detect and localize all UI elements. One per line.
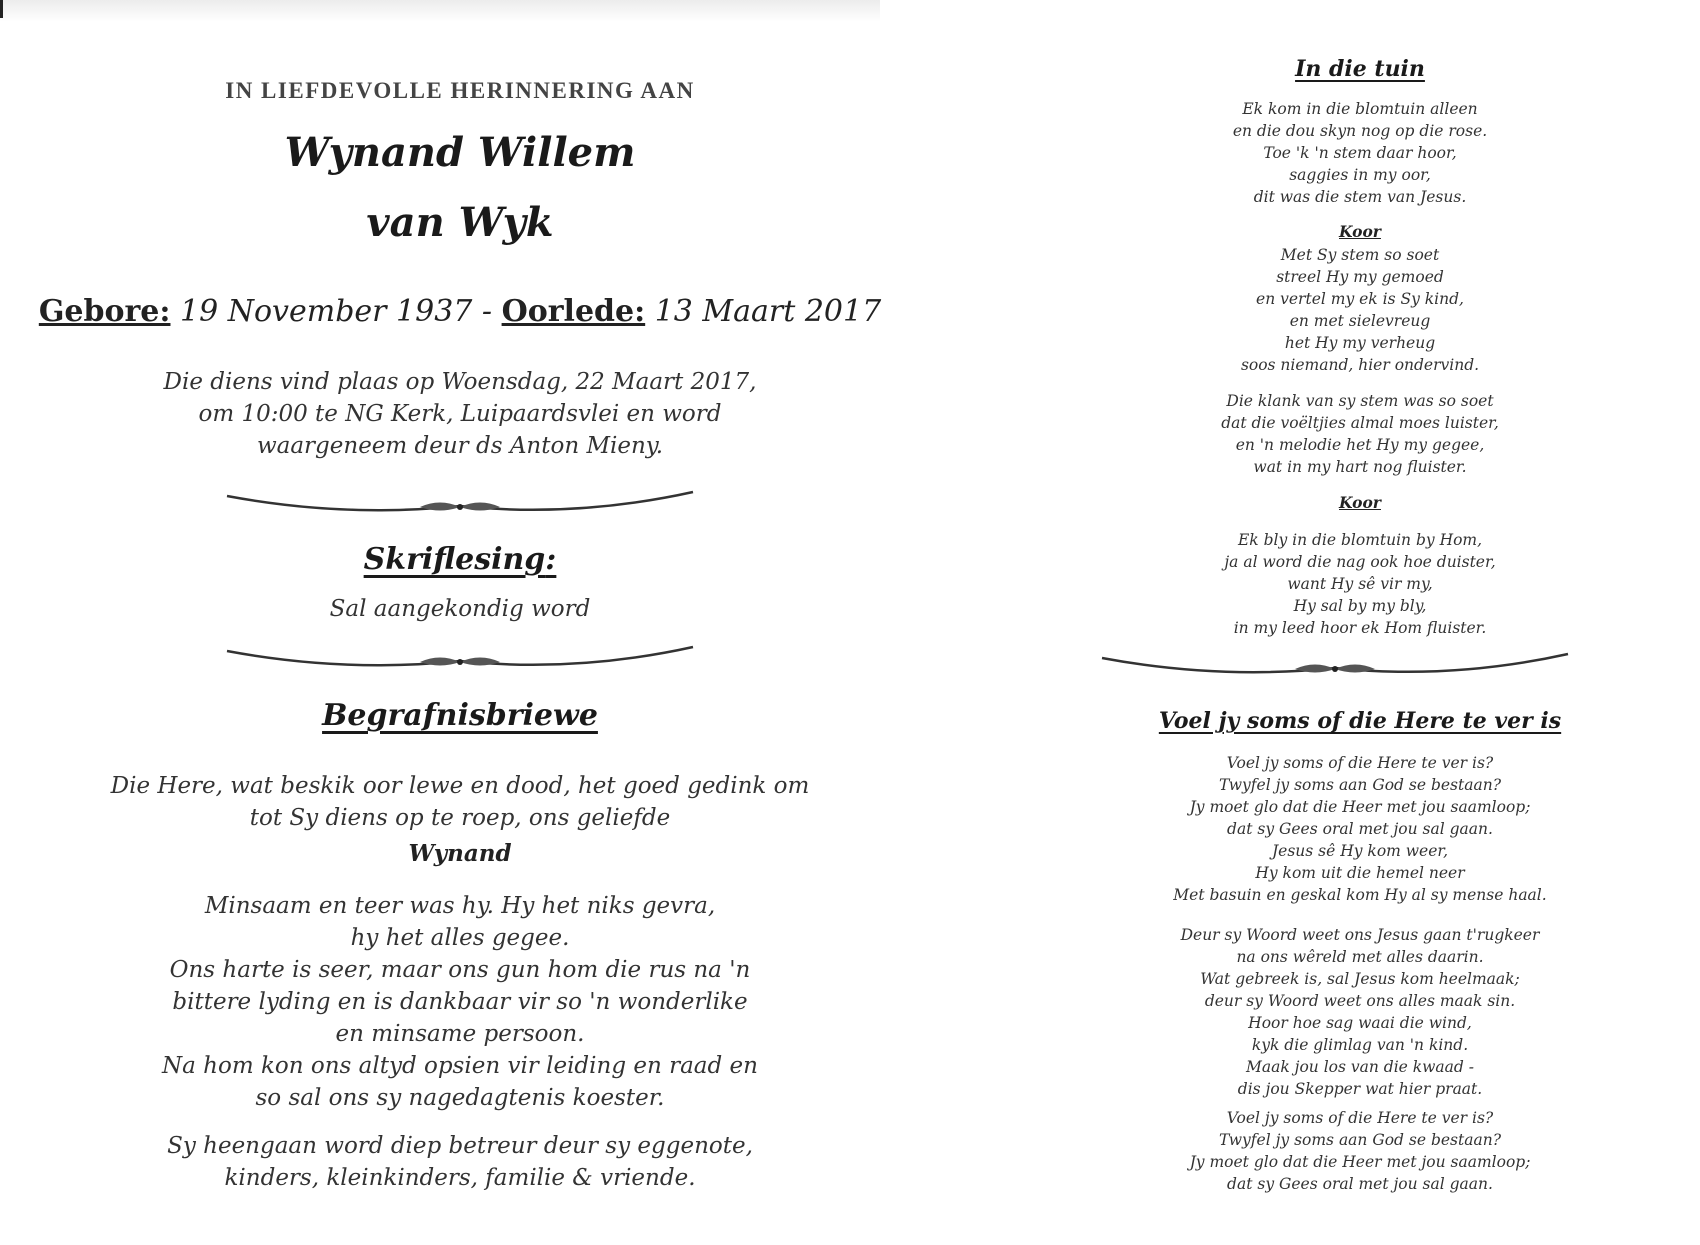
right-page [1060, 0, 1660, 1245]
ornamental-divider-icon [225, 645, 695, 671]
letters-heading: Begrafnisbriewe [322, 698, 598, 733]
poem1-verse-3: Die klank van sy stem was so soet dat die voëltjies almal moes luister, en 'n melodie het Hy my gegee, wat in my hart nog fluister. [1221, 392, 1499, 476]
poem1-verse-2: Met Sy stem so soet streel Hy my gemoed en vertel my ek is Sy kind, en met sielevreug het Hy my verheug soos niemand, hier ondervind. [1240, 246, 1480, 374]
service-details [0, 366, 920, 462]
memorial-header: IN LIEFDEVOLLE HERINNERING AAN [225, 78, 695, 103]
letters-paragraph-1: Die Here, wat beskik oor lewe en dood, het goed gedink om tot Sy diens op te roep, ons geliefde [110, 773, 810, 831]
deceased-name-line2: van Wyk [366, 199, 554, 246]
poem1-title: In die tuin [1295, 56, 1425, 82]
service-line: waargeneem deur ds Anton Mieny. [256, 433, 664, 459]
reading-heading: Skriflesing: [363, 542, 557, 577]
chorus-label: Koor [1339, 222, 1381, 241]
chorus-label: Koor [1339, 493, 1381, 512]
deceased-name-line1: Wynand Willem [284, 129, 636, 176]
poem2-verse-2: Deur sy Woord weet ons Jesus gaan t'rugkeer na ons wêreld met alles daarin. Wat gebreek is, sal Jesus kom heelmaak; deur sy Woord weet ons alles maak sin. Hoor hoe sag waai die wind, kyk die glimlag van 'n kind. Maak jou los van die kwaad - dis jou Skepper wat hier praat. [1180, 926, 1540, 1098]
born-label: Gebore: [38, 294, 171, 329]
poem2-verse-3: Voel jy soms of die Here te ver is? Twyfel jy soms aan God se bestaan? Jy moet glo dat die Heer met jou saamloop; dat sy Gees oral met jou sal gaan. [1189, 1109, 1531, 1193]
service-line: om 10:00 te NG Kerk, Luipaardsvlei en word [198, 401, 722, 427]
service-line: Die diens vind plaas op Woensdag, 22 Maart 2017, [163, 369, 757, 395]
ornamental-divider-icon [225, 490, 695, 516]
died-label: Oorlede: [501, 294, 646, 329]
life-dates [0, 292, 920, 332]
poem1-verse-4: Ek bly in die blomtuin by Hom, ja al word die nag ook hoe duister, want Hy sê vir my, Hy sal by my bly, in my leed hoor ek Hom fluister. [1224, 531, 1496, 637]
born-date: 19 November 1937 - [170, 294, 502, 329]
reading-text: Sal aangekondig word [329, 596, 591, 622]
poem2-verse-1: Voel jy soms of die Here te ver is? Twyfel jy soms aan God se bestaan? Jy moet glo dat die Heer met jou saamloop; dat sy Gees oral met jou sal gaan. Jesus sê Hy kom weer, Hy kom uit die hemel neer Met basuin en geskal kom Hy al sy mense haal. [1173, 754, 1547, 904]
letters-paragraph-2: Minsaam en teer was hy. Hy het niks gevra, hy het alles gegee. Ons harte is seer, maar ons gun hom die rus na 'n bittere lyding en is dankbaar vir so 'n wonderlike en minsame persoon. Na hom kon ons altyd opsien vir leiding en raad en so sal ons sy nagedagtenis koester. [162, 893, 758, 1111]
first-name: Wynand [408, 840, 512, 867]
died-date: 13 Maart 2017 [645, 294, 882, 329]
ornamental-divider-icon [1100, 652, 1570, 678]
poem1-verse-1: Ek kom in die blomtuin alleen en die dou skyn nog op die rose. Toe 'k 'n stem daar hoor, saggies in my oor, dit was die stem van Jesus. [1232, 100, 1488, 206]
letters-paragraph-3: Sy heengaan word diep betreur deur sy eggenote, kinders, kleinkinders, familie & vriende. [167, 1133, 753, 1191]
poem2-title: Voel jy soms of die Here te ver is [1158, 708, 1562, 734]
